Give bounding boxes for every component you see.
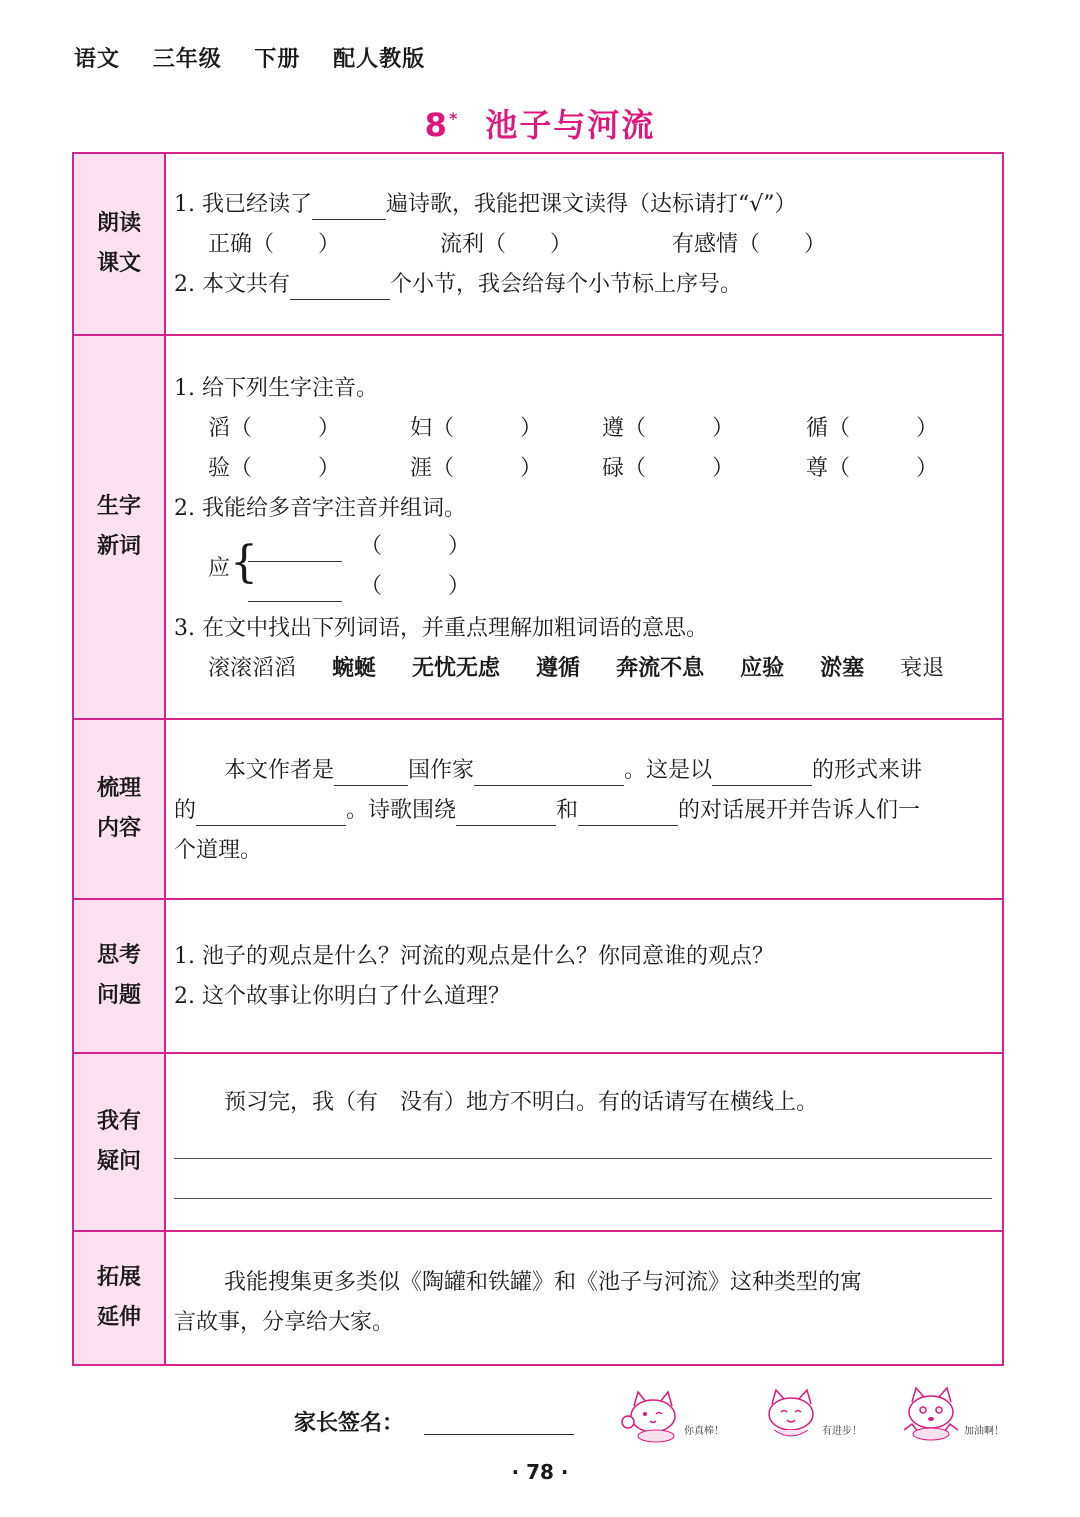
row-summary — [74, 718, 1002, 898]
summary-line-2: 的 。诗歌围绕 和 的对话展开并告诉人们一 — [174, 796, 920, 826]
vocab-item: 滚滚滔滔 — [208, 656, 297, 681]
row-questions — [74, 1052, 1002, 1230]
poly-pinyin[interactable]: （ ） — [360, 574, 471, 599]
label-line-2: 疑问 — [96, 1149, 141, 1174]
vocab-item-bold: 无忧无虑 — [412, 656, 501, 681]
row-extend — [74, 1230, 1002, 1364]
pinyin-row-2 — [208, 454, 938, 484]
reading-checks — [208, 230, 826, 260]
think-q1: 1. 池子的观点是什么？河流的观点是什么？你同意谁的观点？ — [174, 944, 774, 969]
words-q3: 3. 在文中找出下列词语，并重点理解加粗词语的意思。 — [174, 616, 708, 641]
words-q2: 2. 我能给多音字注音并组词。 — [174, 496, 466, 521]
answer-line[interactable] — [174, 1198, 992, 1199]
reading-line-1: 1. 我已经读了 遍诗歌，我能把课文读得（达标请打“√”） — [174, 190, 797, 220]
header-subject: 语文 — [74, 47, 121, 72]
label-line-1: 梳理 — [96, 776, 141, 801]
extend-line-1: 我能搜集更多类似《陶罐和铁罐》和《池子与河流》这种类型的寓 — [224, 1270, 863, 1295]
row-label-think — [74, 900, 166, 1052]
genre-blank[interactable] — [196, 801, 346, 826]
header-grade: 三年级 — [152, 47, 222, 72]
sticker-caption: 有进步！ — [822, 1426, 862, 1437]
lesson-title — [0, 100, 1080, 146]
brace-icon: { — [230, 537, 258, 588]
words-q1: 1. 给下列生字注音。 — [174, 376, 378, 401]
label-line-1: 我有 — [96, 1109, 141, 1134]
worksheet-table — [72, 152, 1004, 1366]
parent-signature-label: 家长签名： — [294, 1411, 405, 1436]
lesson-star-mark: * — [448, 109, 460, 129]
poly-row-2 — [248, 572, 470, 602]
answer-line[interactable] — [174, 1158, 992, 1159]
vocab-item: 衰退 — [900, 656, 945, 681]
row-label-words — [74, 336, 166, 718]
pinyin-char[interactable]: 遵（ ） — [602, 416, 735, 441]
label-line-1: 朗读 — [96, 211, 141, 236]
extend-content — [174, 1232, 992, 1364]
pinyin-row-1 — [208, 414, 938, 444]
extend-line-2: 言故事，分享给大家。 — [174, 1310, 395, 1335]
vocab-item-bold: 蜿蜒 — [332, 656, 377, 681]
label-line-1: 思考 — [96, 943, 141, 968]
row-label-questions — [74, 1054, 166, 1230]
sticker-caption: 你真棒！ — [684, 1426, 724, 1437]
page-number: · 78 · — [511, 1460, 569, 1484]
think-content — [174, 900, 992, 1052]
poly-pinyin[interactable]: （ ） — [360, 534, 471, 559]
lesson-title-text: 池子与河流 — [485, 106, 656, 144]
summary-content — [174, 720, 992, 898]
poly-word-blank[interactable] — [248, 537, 342, 562]
check-fluent[interactable]: 流利（ ） — [440, 232, 573, 257]
header-edition: 配人教版 — [333, 47, 426, 72]
pinyin-char[interactable]: 尊（ ） — [806, 456, 939, 481]
cat-sticker-progress — [760, 1384, 870, 1448]
summary-line-3: 个道理。 — [174, 838, 263, 863]
reading-content — [174, 154, 992, 334]
poly-word-blank[interactable] — [248, 577, 342, 602]
questions-content — [174, 1054, 992, 1230]
row-words — [74, 334, 1002, 718]
label-line-2: 新词 — [96, 534, 141, 559]
summary-line-1: 本文作者是 国作家 。这是以 的形式来讲 — [224, 756, 922, 786]
pinyin-char[interactable]: 妇（ ） — [410, 416, 543, 441]
header-volume: 下册 — [254, 47, 301, 72]
sticker-caption: 加油啊！ — [964, 1426, 1004, 1437]
pinyin-char[interactable]: 涯（ ） — [410, 456, 543, 481]
row-label-reading — [74, 154, 166, 334]
check-correct[interactable]: 正确（ ） — [208, 232, 341, 257]
speaker-two-blank[interactable] — [578, 801, 678, 826]
row-label-summary — [74, 720, 166, 898]
check-expressive[interactable]: 有感情（ ） — [672, 232, 827, 257]
cat-sticker-cheer — [898, 1384, 1008, 1448]
reading-line-2: 2. 本文共有 个小节，我会给每个小节标上序号。 — [174, 270, 742, 300]
cat-sticker-great — [620, 1384, 730, 1448]
pinyin-char[interactable]: 循（ ） — [806, 416, 939, 441]
label-line-1: 生字 — [96, 494, 141, 519]
section-count-blank[interactable] — [290, 275, 390, 300]
parent-signature-line[interactable] — [424, 1434, 574, 1435]
vocab-item-bold: 遵循 — [536, 656, 581, 681]
pinyin-char[interactable]: 碌（ ） — [602, 456, 735, 481]
vocab-list — [208, 654, 944, 684]
author-country-blank[interactable] — [334, 761, 408, 786]
row-reading — [74, 154, 1002, 334]
poly-row-1 — [248, 532, 470, 562]
label-line-2: 延伸 — [96, 1305, 141, 1330]
page-header — [74, 42, 449, 73]
pinyin-char[interactable]: 验（ ） — [208, 456, 341, 481]
words-content — [174, 336, 992, 718]
lesson-number: 8 — [424, 106, 449, 144]
label-line-2: 问题 — [96, 983, 141, 1008]
label-line-2: 课文 — [96, 251, 141, 276]
speaker-one-blank[interactable] — [456, 801, 556, 826]
author-name-blank[interactable] — [474, 761, 624, 786]
pinyin-char[interactable]: 滔（ ） — [208, 416, 341, 441]
vocab-item-bold: 应验 — [740, 656, 785, 681]
label-line-1: 拓展 — [96, 1265, 141, 1290]
poly-char: 应 — [208, 556, 231, 581]
row-think — [74, 898, 1002, 1052]
row-label-extend — [74, 1232, 166, 1364]
read-count-blank[interactable] — [312, 195, 386, 220]
think-q2: 2. 这个故事让你明白了什么道理？ — [174, 984, 510, 1009]
label-line-2: 内容 — [96, 816, 141, 841]
vocab-item-bold: 奔流不息 — [616, 656, 705, 681]
questions-text: 预习完，我（有 没有）地方不明白。有的话请写在横线上。 — [224, 1090, 819, 1115]
vocab-item-bold: 淤塞 — [820, 656, 865, 681]
form-blank[interactable] — [712, 761, 812, 786]
